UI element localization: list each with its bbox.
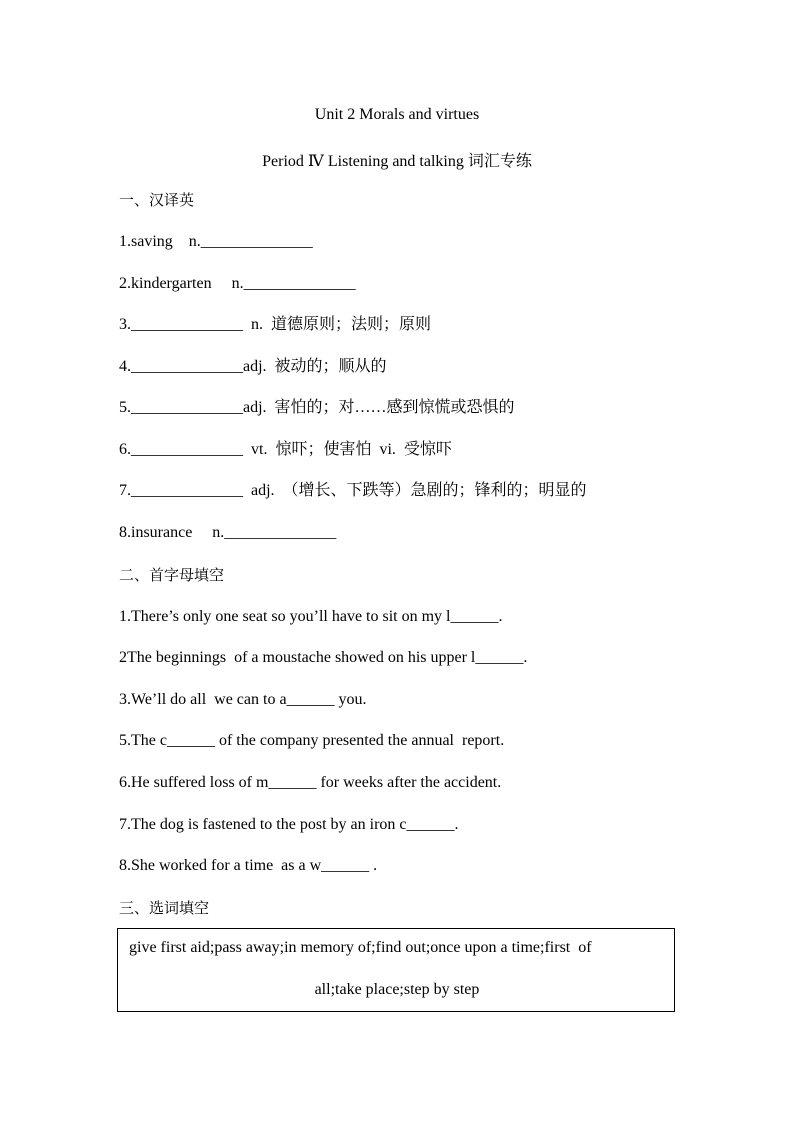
word-bank-line-2: all;take place;step by step xyxy=(314,981,480,998)
initial-letter-item-3: 3.We’ll do all we can to a______ you. xyxy=(119,691,367,708)
initial-letter-item-5: 5.The c______ of the company presented the annual report. xyxy=(119,732,505,749)
page-title: Unit 2 Morals and virtues xyxy=(314,106,480,123)
translation-item-4: 4.______________adj. 被动的；顺从的 xyxy=(119,358,387,375)
translation-item-2: 2.kindergarten n.______________ xyxy=(119,275,356,292)
translation-item-8: 8.insurance n.______________ xyxy=(119,524,337,541)
translation-item-5: 5.______________adj. 害怕的；对……感到惊慌或恐惧的 xyxy=(119,399,515,416)
word-bank-line-1: give first aid;pass away;in memory of;find out;once upon a time;first of xyxy=(129,939,592,956)
translation-item-1: 1.saving n.______________ xyxy=(119,233,313,250)
initial-letter-item-6: 6.He suffered loss of m______ for weeks after the accident. xyxy=(119,774,502,791)
initial-letter-item-8: 8.She worked for a time as a w______ . xyxy=(119,857,378,874)
page-subtitle: Period Ⅳ Listening and talking 词汇专练 xyxy=(262,153,532,170)
translation-item-3: 3.______________ n. 道德原则；法则；原则 xyxy=(119,316,432,333)
section-heading-translation: 一、汉译英 xyxy=(119,191,195,209)
section-heading-initial-letter: 二、首字母填空 xyxy=(119,566,225,584)
section-heading-word-choice: 三、选词填空 xyxy=(119,899,210,917)
initial-letter-item-2: 2The beginnings of a moustache showed on his upper l______. xyxy=(119,649,528,666)
initial-letter-item-7: 7.The dog is fastened to the post by an iron c______. xyxy=(119,816,459,833)
translation-item-6: 6.______________ vt. 惊吓；使害怕 vi. 受惊吓 xyxy=(119,441,452,458)
translation-item-7: 7.______________ adj. （增长、下跌等）急剧的；锋利的；明显的 xyxy=(119,482,587,499)
word-bank-box xyxy=(117,928,675,1012)
initial-letter-item-1: 1.There’s only one seat so you’ll have to sit on my l______. xyxy=(119,608,503,625)
